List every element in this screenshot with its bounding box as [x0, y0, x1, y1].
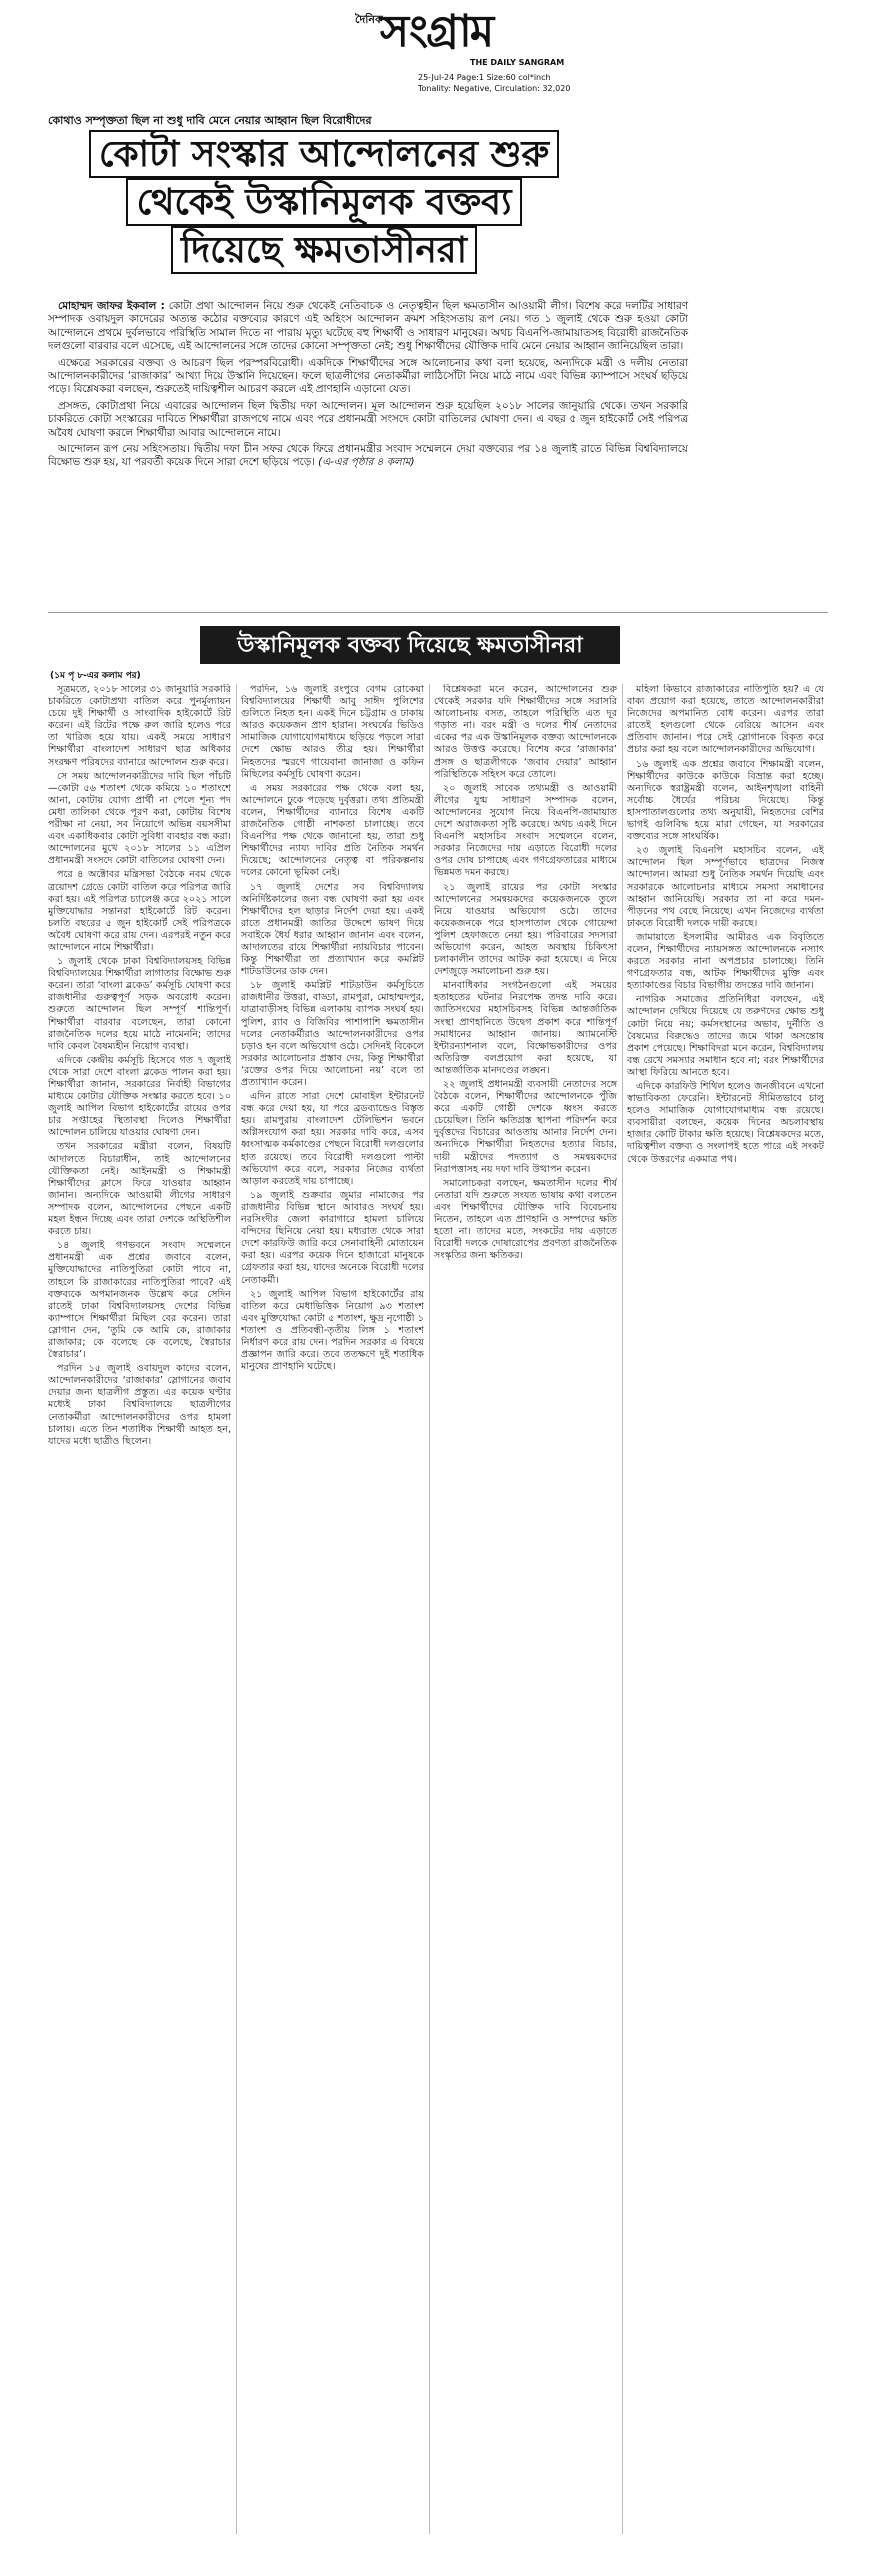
- column-paragraph: ১ জুলাই থেকে ঢাকা বিশ্ববিদ্যালয়সহ বিভিন্ন বিশ্ববিদ্যালয়ের শিক্ষার্থীরা লাগাতার বিক্ষোভ শুরু করেন। তারা ‘বাংলা ব্লকেড’ কর্মসূচি ঘোষণা করে রাজধানীর গুরুত্বপূর্ণ সড়ক অবরোধ করেন। শুরুতে আন্দোলন ছিল সম্পূর্ণ শান্তিপূর্ণ। শিক্ষার্থীরা বারবার বলেছেন, তারা কোনো রাজনৈতিক দলের হয়ে মাঠে নামেননি; তাদের দাবি কেবল বৈষম্যহীন নিয়োগ ব্যবস্থা।: [48, 956, 231, 1052]
- article-column-4: [627, 684, 824, 2534]
- column-paragraph: ১৮ জুলাই কমপ্লিট শাটডাউন কর্মসূচিতে রাজধানীর উত্তরা, বাড্ডা, রামপুরা, মোহাম্মদপুর, যাত্রাবাড়ীসহ বিভিন্ন এলাকায় ব্যাপক সংঘর্ষ হয়। পুলিশ, র‌্যাব ও বিজিবির পাশাপাশি ক্ষমতাসীন দলের নেতাকর্মীরাও আন্দোলনকারীদের ওপর চড়াও হন বলে অভিযোগ ওঠে। সেদিনই বিকেলে সরকার আলোচনার প্রস্তাব দেয়, কিন্তু শিক্ষার্থীরা ‘রক্তের ওপর দিয়ে আলোচনা নয়’ বলে তা প্রত্যাখ্যান করেন।: [241, 980, 424, 1088]
- column-paragraph: ২৩ জুলাই বিএনপি মহাসচিব বলেন, এই আন্দোলন ছিল সম্পূর্ণভাবে ছাত্রদের নিজস্ব আন্দোলন। আমরা শুধু নৈতিক সমর্থন দিয়েছি এবং সরকারকে আলোচনার মাধ্যমে সমস্যা সমাধানের আহ্বান জানিয়েছি। সরকার তা না করে দমন-পীড়নের পথ বেছে নিয়েছে। এখন নিজেদের ব্যর্থতা ঢাকতে বিরোধী দলকে দায়ী করছে।: [627, 845, 824, 929]
- column-paragraph: মহিলা কিভাবে রাজাকারের নাতিপুতি হয়? এ যে বাক্য প্রয়োগ করা হয়েছে, তাতে আন্দোলনকারীরা নিজেদের অপমানিত বোধ করেন। এরপর তারা রাতেই হলগুলো থেকে বেরিয়ে আসেন এবং প্রতিবাদ জানান। পরে সেই স্লোগানকে বিকৃত করে প্রচার করা হয় বলে আন্দোলনকারীদের অভিযোগ।: [627, 684, 824, 756]
- column-paragraph: ২১ জুলাই রায়ের পর কোটা সংস্কার আন্দোলনের সমন্বয়কদের কয়েকজনকে তুলে নিয়ে যাওয়ার অভিযোগ ওঠে। তাদের কয়েকজনকে পরে হাসপাতাল থেকে গোয়েন্দা পুলিশ হেফাজতে নেয়া হয়। পরিবারের সদস্যরা অভিযোগ করেন, আহত অবস্থায় চিকিৎসা চলাকালীন তাদের আটক করা হয়েছে। এ নিয়ে দেশজুড়ে সমালোচনা শুরু হয়।: [434, 881, 617, 978]
- intro-paragraph: মোহাম্মদ জাফর ইকবাল : কোটা প্রথা আন্দোলন নিয়ে শুরু থেকেই নেতিবাচক ও নেতৃত্বহীন ছিল ক্ষমতাসীন আওয়ামী লীগ। বিশেষ করে দলটির সাধারণ সম্পাদক ওবায়দুল কাদেরের অত্যন্ত কঠোর বক্তব্যের কারণে এই অহিংস আন্দোলন ক্রমশ সহিংসতায় রূপ নেয়। গত ১ জুলাই থেকে শুরু হওয়া কোটা আন্দোলনে প্রথমে দুর্বলভাবে পরিস্থিতি সামাল দিতে না পারায় মৃত্যু ঘটেছে বহু শিক্ষার্থী ও সাধারণ মানুষের। অথচ বিএনপি-জামায়াতসহ বিরোধী রাজনৈতিক দলগুলো বারবার বলে এসেছে, এই আন্দোলনের সঙ্গে তাদের কোনো সম্পৃক্ততা নেই; শুধু শিক্ষার্থীদের যৌক্তিক দাবি মেনে নেয়ার আহ্বান জানিয়েছিল তারা।: [48, 300, 688, 353]
- headline-line-1: কোটা সংস্কার আন্দোলনের শুরু: [44, 130, 604, 178]
- article-kicker: কোথাও সম্পৃক্ততা ছিল না শুধু দাবি মেনে নেয়ার আহ্বান ছিল বিরোধীদের: [48, 114, 372, 127]
- column-paragraph: সূত্রমতে, ২০১৮ সালের ৩১ জানুয়ারি সরকারি চাকরিতে কোটাপ্রথা বাতিল করে পুনর্মূল্যায়ন চেয়ে দুই শিক্ষার্থী ও সাংবাদিক হাইকোর্টে রিট করেন। এই রিটের পক্ষে রুল জারি হলেও পরে তা খারিজ হয়ে যায়। একই সময়ে সাধারণ শিক্ষার্থীরা বাংলাদেশ সাধারণ ছাত্র অধিকার সংরক্ষণ পরিষদের ব্যানারে আন্দোলন শুরু করে।: [48, 684, 231, 768]
- article-headline: [44, 130, 604, 274]
- column-paragraph: ১৬ জুলাই এক প্রশ্নের জবাবে শিক্ষামন্ত্রী বলেন, শিক্ষার্থীদের কাউকে কাউকে বিভ্রান্ত করা হচ্ছে। অন্যদিকে স্বরাষ্ট্রমন্ত্রী বলেন, আইনশৃঙ্খলা বাহিনী সর্বোচ্চ ধৈর্যের পরিচয় দিয়েছে। কিন্তু হাসপাতালগুলোর তথ্য অনুযায়ী, নিহতদের বেশির ভাগই গুলিবিদ্ধ হয়ে মারা গেছেন, যা সরকারের বক্তব্যের সঙ্গে সাংঘর্ষিক।: [627, 758, 824, 843]
- column-paragraph: পরে ৪ অক্টোবর মন্ত্রিসভা বৈঠকে নবম থেকে ত্রয়োদশ গ্রেডে কোটা বাতিল করে পরিপত্র জারি করা হয়। এই পরিপত্র চ্যালেঞ্জ করে ২০২১ সালে মুক্তিযোদ্ধার সন্তানরা হাইকোর্টে রিট করেন। চলতি বছরের ৫ জুন হাইকোর্ট সেই পরিপত্রকে অবৈধ ঘোষণা করে রায় দেন। এরপরই নতুন করে আন্দোলনে নামে শিক্ষার্থীরা।: [48, 869, 231, 953]
- clipping-meta-line2: Tonality: Negative, Circulation: 32,020: [418, 84, 571, 93]
- continuation-note: (এ-এর পৃষ্ঠার ৪ কলাম): [318, 456, 415, 469]
- column-paragraph: পরদিন ১৫ জুলাই ওবায়দুল কাদের বলেন, আন্দোলনকারীদের ‘রাজাকার’ স্লোগানের জবাব দেয়ার জন্য ছাত্রলীগ প্রস্তুত। এর কয়েক ঘণ্টার মধ্যেই ঢাকা বিশ্ববিদ্যালয়ে ছাত্রলীগের নেতাকর্মীরা আন্দোলনকারীদের ওপর হামলা চালায়। এতে তিন শতাধিক শিক্ষার্থী আহত হন, যাদের মধ্যে ছাত্রীও ছিলেন।: [48, 1363, 231, 1447]
- column-paragraph: ২২ জুলাই প্রধানমন্ত্রী ব্যবসায়ী নেতাদের সঙ্গে বৈঠকে বলেন, শিক্ষার্থীদের আন্দোলনকে পুঁজি করে একটি গোষ্ঠী দেশকে ধ্বংস করতে চেয়েছিল। তিনি ক্ষতিগ্রস্ত স্থাপনা পরিদর্শন করে দুর্বৃত্তদের বিচারের আওতায় আনার নির্দেশ দেন। অন্যদিকে শিক্ষার্থীরা নিহতদের হত্যার বিচার, দায়ী মন্ত্রীদের পদত্যাগ ও সমন্বয়কদের নিরাপত্তাসহ নয় দফা দাবি উত্থাপন করেন।: [434, 1079, 617, 1175]
- column-paragraph: মানবাধিকার সংগঠনগুলো এই সময়ের হতাহতের ঘটনার নিরপেক্ষ তদন্ত দাবি করে। জাতিসংঘের মহাসচিবসহ বিভিন্ন আন্তর্জাতিক সংস্থা প্রাণহানিতে উদ্বেগ প্রকাশ করে শান্তিপূর্ণ সমাধানের আহ্বান জানায়। অ্যামনেস্টি ইন্টারন্যাশনাল বলে, বিক্ষোভকারীদের ওপর অতিরিক্ত বলপ্রয়োগ করা হয়েছে, যা আন্তর্জাতিক মানদণ্ডের লঙ্ঘন।: [434, 980, 617, 1076]
- column-paragraph: সে সময় আন্দোলনকারীদের দাবি ছিল পাঁচটি—কোটা ৫৬ শতাংশ থেকে কমিয়ে ১০ শতাংশে আনা, কোটায় যোগ্য প্রার্থী না পেলে শূন্য পদ মেধা তালিকা থেকে পূরণ করা, কোটায় বিশেষ পরীক্ষা না নেয়া, সব নিয়োগে অভিন্ন বয়সসীমা এবং একাধিকবার কোটা সুবিধা ব্যবহার বন্ধ করা। আন্দোলনের মুখে ২০১৮ সালের ১১ এপ্রিল প্রধানমন্ত্রী সংসদে কোটা বাতিলের ঘোষণা দেন।: [48, 770, 231, 867]
- column-paragraph: জামায়াতে ইসলামীর আমীরও এক বিবৃতিতে বলেন, শিক্ষার্থীদের ন্যায়সঙ্গত আন্দোলনকে নস্যাৎ করতে সরকার নানা অপপ্রচার চালাচ্ছে। তিনি গণগ্রেফতার বন্ধ, আটক শিক্ষার্থীদের মুক্তি এবং হত্যাকাণ্ডের বিচার বিভাগীয় তদন্তের দাবি জানান।: [627, 931, 824, 992]
- column-paragraph: ১৯ জুলাই শুক্রবার জুমার নামাজের পর রাজধানীর বিভিন্ন স্থানে আবারও সংঘর্ষ হয়। নরসিংদীর জেলা কারাগারে হামলা চালিয়ে বন্দিদের ছিনিয়ে নেয়া হয়। মধ্যরাত থেকে সারা দেশে কারফিউ জারি করে সেনাবাহিনী মোতায়েন করা হয়। এরপর কয়েক দিনে হাজারো মানুষকে গ্রেফতার করা হয়, যাদের অনেকে বিরোধী দলের নেতাকর্মী।: [241, 1189, 424, 1286]
- headline-line-2: থেকেই উস্কানিমূলক বক্তব্য: [44, 178, 604, 226]
- column-paragraph: এ সময় সরকারের পক্ষ থেকে বলা হয়, আন্দোলনে ঢুকে পড়েছে দুর্বৃত্তরা। তথ্য প্রতিমন্ত্রী বলেন, শিক্ষার্থীদের ব্যানারে বিশেষ একটি রাজনৈতিক গোষ্ঠী নাশকতা চালাচ্ছে। তবে বিএনপির পক্ষ থেকে জানানো হয়, তারা শুধু শিক্ষার্থীদের ন্যায্য দাবির প্রতি নৈতিক সমর্থন দিয়েছে; আন্দোলনের নেতৃত্ব বা পরিকল্পনায় দলের কোনো ভূমিকা নেই।: [241, 782, 424, 879]
- column-paragraph: এদিকে কেন্দ্রীয় কর্মসূচি হিসেবে গত ৭ জুলাই থেকে সারা দেশে বাংলা ব্লকেড পালন করা হয়। শিক্ষার্থীরা জানান, সরকারের নির্বাহী বিভাগের মাধ্যমে কোটার যৌক্তিক সংস্কার করতে হবে। ১০ জুলাই আপিল বিভাগ হাইকোর্টের রায়ের ওপর চার সপ্তাহের স্থিতাবস্থা দিলেও শিক্ষার্থীরা আন্দোলন চালিয়ে যাওয়ার ঘোষণা দেন।: [48, 1054, 231, 1139]
- continuation-label: (১ম পৃ ৮-এর কলাম পর): [50, 671, 141, 681]
- byline: মোহাম্মদ জাফর ইকবাল :: [58, 300, 165, 312]
- article-column-3: [434, 684, 617, 2534]
- clipping-meta-line1: 25-Jul-24 Page:1 Size:60 col*inch: [418, 73, 551, 82]
- column-paragraph: বিশ্লেষকরা মনে করেন, আন্দোলনের শুরু থেকেই সরকার যদি শিক্ষার্থীদের সঙ্গে সরাসরি আলোচনায় বসত, তাহলে পরিস্থিতি এত দূর গড়াত না। বরং মন্ত্রী ও দলের শীর্ষ নেতাদের একের পর এক উস্কানিমূলক বক্তব্য আন্দোলনকে আরও উত্তপ্ত করেছে। বিশেষ করে ‘রাজাকার’ প্রসঙ্গ ও ছাত্রলীগকে ‘জবাব দেয়ার’ আহ্বান পরিস্থিতিকে সহিংস করে তোলে।: [434, 684, 617, 780]
- intro-paragraph: আন্দোলন রূপ নেয় সহিংসতায়। দ্বিতীয় দফা চীন সফর থেকে ফিরে প্রধানমন্ত্রীর সংবাদ সম্মেলনে দেয়া বক্তব্যের পর ১৪ জুলাই রাতে বিভিন্ন বিশ্ববিদ্যালয়ে বিক্ষোভ শুরু হয়, যা পরবর্তী কয়েক দিনে সারা দেশে ছড়িয়ে পড়ে। (এ-এর পৃষ্ঠার ৪ কলাম): [48, 443, 688, 469]
- column-paragraph: ২১ জুলাই আপিল বিভাগ হাইকোর্টের রায় বাতিল করে মেধাভিত্তিক নিয়োগ ৯৩ শতাংশ এবং মুক্তিযোদ্ধা কোটা ৫ শতাংশ, ক্ষুদ্র নৃগোষ্ঠী ১ শতাংশ ও প্রতিবন্ধী-তৃতীয় লিঙ্গ ১ শতাংশ নির্ধারণ করে রায় দেন। পরদিন সরকার এ বিষয়ে প্রজ্ঞাপন জারি করে। তবে ততক্ষণে দুই শতাধিক মানুষের প্রাণহানি ঘটেছে।: [241, 1288, 424, 1373]
- newspaper-english-name: THE DAILY SANGRAM: [470, 58, 565, 67]
- column-paragraph: তখন সরকারের মন্ত্রীরা বলেন, বিষয়টি আদালতে বিচারাধীন, তাই আন্দোলনের যৌক্তিকতা নেই। আইনমন্ত্রী ও শিক্ষামন্ত্রী শিক্ষার্থীদের ক্লাসে ফিরে যাওয়ার আহ্বান জানান। অন্যদিকে আওয়ামী লীগের সাধারণ সম্পাদক বলেন, আন্দোলনের পেছনে একটি মহল ইন্ধন দিচ্ছে এবং তারা দেশকে অস্থিতিশীল করতে চায়।: [48, 1141, 231, 1238]
- column-rule: [622, 684, 623, 2534]
- column-rule: [236, 684, 237, 2534]
- masthead-prefix: দৈনিক: [355, 13, 383, 26]
- intro-paragraph: প্রসঙ্গত, কোটাপ্রথা নিয়ে এবারের আন্দোলন ছিল দ্বিতীয় দফা আন্দোলন। মূল আন্দোলন শুরু হয়েছিল ২০১৮ সালের জানুয়ারি থেকে। তখন সরকারি চাকরিতে কোটা সংস্কারের দাবিতে শিক্ষার্থীরা রাজপথে নামে এবং পরে প্রধানমন্ত্রী সংসদে কোটা বাতিলের ঘোষণা দেন। এ বছর ৫ জুন হাইকোর্ট সেই পরিপত্র অবৈধ ঘোষণা করলে শিক্ষার্থীরা আবার আন্দোলনে নামে।: [48, 399, 688, 439]
- column-paragraph: ১৭ জুলাই দেশের সব বিশ্ববিদ্যালয় অনির্দিষ্টকালের জন্য বন্ধ ঘোষণা করা হয় এবং শিক্ষার্থীদের হল ছাড়ার নির্দেশ দেয়া হয়। একই রাতে প্রধানমন্ত্রী জাতির উদ্দেশে ভাষণ দিয়ে সবাইকে ধৈর্য ধরার আহ্বান জানান এবং বলেন, আদালতের রায়ে শিক্ষার্থীরা ন্যায়বিচার পাবেন। কিন্তু শিক্ষার্থীরা তা প্রত্যাখ্যান করে কমপ্লিট শাটডাউনের ডাক দেন।: [241, 881, 424, 978]
- column-paragraph: সমালোচকরা বলছেন, ক্ষমতাসীন দলের শীর্ষ নেতারা যদি শুরুতে সংযত ভাষায় কথা বলতেন এবং শিক্ষার্থীদের যৌক্তিক দাবি বিবেচনায় নিতেন, তাহলে এত প্রাণহানি ও সম্পদের ক্ষতি হতো না। তাদের মতে, সংকটের দায় এড়াতে বিরোধী দলকে দোষারোপের প্রবণতা রাজনৈতিক সংস্কৃতির জন্য ক্ষতিকর।: [434, 1177, 617, 1262]
- article-column-1: [48, 684, 231, 2534]
- section-divider: [48, 612, 828, 613]
- column-rule: [429, 684, 430, 2534]
- continuation-banner: উস্কানিমূলক বক্তব্য দিয়েছে ক্ষমতাসীনরা: [200, 626, 620, 664]
- column-paragraph: ২০ জুলাই সাবেক তথ্যমন্ত্রী ও আওয়ামী লীগের যুগ্ম সাধারণ সম্পাদক বলেন, আন্দোলনের সুযোগ নিয়ে বিএনপি-জামায়াত দেশে অরাজকতা সৃষ্টি করেছে। অথচ একই দিনে বিএনপি মহাসচিব সংবাদ সম্মেলনে বলেন, সরকার নিজেদের দায় এড়াতে বিরোধী দলের ওপর দোষ চাপাচ্ছে এবং গণগ্রেফতারের মাধ্যমে ভিন্নমত দমন করছে।: [434, 782, 617, 879]
- column-paragraph: নাগরিক সমাজের প্রতিনিধিরা বলছেন, এই আন্দোলন দেখিয়ে দিয়েছে যে তরুণদের ক্ষোভ শুধু কোটা নিয়ে নয়; কর্মসংস্থানের অভাব, দুর্নীতি ও বৈষম্যের বিরুদ্ধেও তাদের জমে থাকা অসন্তোষ প্রকাশ পেয়েছে। শিক্ষাবিদরা মনে করেন, বিশ্ববিদ্যালয় বন্ধ রেখে সমস্যার সমাধান হবে না; বরং শিক্ষার্থীদের আস্থা ফিরিয়ে আনতে হবে।: [627, 994, 824, 1078]
- clipping-meta: [418, 72, 570, 94]
- column-paragraph: ১৪ জুলাই গণভবনে সংবাদ সম্মেলনে প্রধানমন্ত্রী এক প্রশ্নের জবাবে বলেন, মুক্তিযোদ্ধাদের নাতিপুতিরা কোটা পাবে না, তাহলে কি রাজাকারের নাতিপুতিরা পাবে? এই বক্তব্যকে অপমানজনক উল্লেখ করে সেদিন রাতেই ঢাকা বিশ্ববিদ্যালয়সহ দেশের বিভিন্ন ক্যাম্পাসে শিক্ষার্থীরা মিছিল বের করেন। তারা স্লোগান দেন, ‘তুমি কে আমি কে, রাজাকার রাজাকার; কে বলেছে কে বলেছে, স্বৈরাচার স্বৈরাচার’।: [48, 1240, 231, 1361]
- headline-line-3: দিয়েছে ক্ষমতাসীনরা: [44, 226, 604, 274]
- article-column-2: [241, 684, 424, 2534]
- newspaper-logo: সংগ্রাম: [380, 6, 493, 57]
- masthead: [0, 6, 876, 93]
- column-paragraph: এদিকে কারফিউ শিথিল হলেও জনজীবনে এখনো স্বাভাবিকতা ফেরেনি। ইন্টারনেট সীমিতভাবে চালু হলেও সামাজিক যোগাযোগমাধ্যম বন্ধ রয়েছে। ব্যবসায়ীরা বলছেন, কয়েক দিনের অচলাবস্থায় হাজার কোটি টাকার ক্ষতি হয়েছে। বিশ্লেষকদের মতে, দায়িত্বশীল বক্তব্য ও সংলাপই হতে পারে এই সংকট থেকে উত্তরণের একমাত্র পথ।: [627, 1081, 824, 1165]
- article-intro: [48, 300, 688, 473]
- column-paragraph: পরদিন, ১৬ জুলাই রংপুরে বেগম রোকেয়া বিশ্ববিদ্যালয়ের শিক্ষার্থী আবু সাঈদ পুলিশের গুলিতে নিহত হন। একই দিনে চট্টগ্রাম ও ঢাকায় আরও কয়েকজন প্রাণ হারান। সংঘর্ষের ভিডিও সামাজিক যোগাযোগমাধ্যমে ছড়িয়ে পড়লে সারা দেশে ক্ষোভ আরও তীব্র হয়। শিক্ষার্থীরা নিহতদের স্মরণে গায়েবানা জানাজা ও কফিন মিছিলের কর্মসূচি ঘোষণা করেন।: [241, 684, 424, 780]
- intro-paragraph: এক্ষেত্রে সরকারের বক্তব্য ও আচরণ ছিল পরস্পরবিরোধী। একদিকে শিক্ষার্থীদের সঙ্গে আলোচনার কথা বলা হয়েছে, অন্যদিকে মন্ত্রী ও দলীয় নেতারা আন্দোলনকারীদের ‘রাজাকার’ আখ্যা দিয়ে উস্কানি দিয়েছেন। ফলে ছাত্রলীগের নেতাকর্মীরা লাঠিসোঁটা নিয়ে মাঠে নামে এবং বিভিন্ন ক্যাম্পাসে সংঘর্ষ ছড়িয়ে পড়ে। বিশ্লেষকরা বলছেন, শুরুতেই দায়িত্বশীল আচরণ করলে এই প্রাণহানি এড়ানো যেত।: [48, 356, 688, 396]
- column-paragraph: এদিন রাতে সারা দেশে মোবাইল ইন্টারনেট বন্ধ করে দেয়া হয়, যা পরে ব্রডব্যান্ডেও বিস্তৃত হয়। রামপুরায় বাংলাদেশ টেলিভিশন ভবনে অগ্নিসংযোগ করা হয়। সরকার দাবি করে, এসব ধ্বংসাত্মক কর্মকাণ্ডের পেছনে বিরোধী দলগুলোর হাত রয়েছে। তবে বিরোধী দলগুলো পাল্টা অভিযোগ করে বলে, সরকার নিজের ব্যর্থতা আড়াল করতেই দায় চাপাচ্ছে।: [241, 1091, 424, 1187]
